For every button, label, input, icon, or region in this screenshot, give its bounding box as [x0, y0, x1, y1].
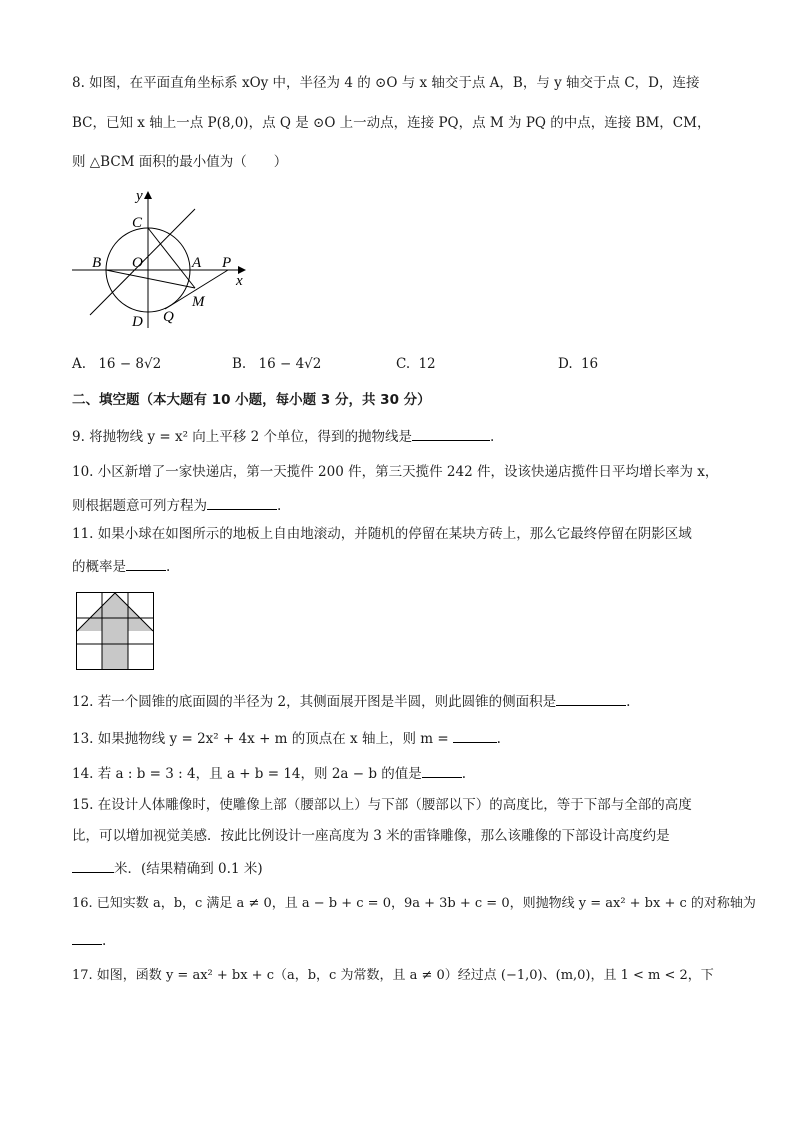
- label-A: A: [192, 255, 202, 271]
- q10-line-2: [72, 495, 281, 516]
- q14-answer-blank[interactable]: [422, 763, 462, 778]
- q12: [72, 691, 630, 712]
- q13-text: 13. 如果抛物线 y = 2x² + 4x + m 的顶点在 x 轴上，则 m =: [72, 731, 449, 747]
- q9: [72, 426, 494, 447]
- q14-end: .: [461, 766, 467, 782]
- q10-answer-blank[interactable]: [207, 495, 277, 510]
- q17-line-1: 17. 如图，函数 y = ax² + bx + c（a，b，c 为常数，且 a ≠ 0）经过点 (−1,0)、(m,0)，且 1 < m < 2，下: [72, 968, 714, 983]
- q16-end: .: [102, 933, 107, 949]
- q10-text: 则根据题意可列方程为: [72, 498, 207, 514]
- q11-line-2: [72, 556, 170, 577]
- label-D: D: [132, 314, 143, 330]
- q9-end: .: [489, 429, 495, 445]
- option-a-label: A.: [72, 356, 87, 372]
- label-B: B: [92, 255, 102, 271]
- q13-answer-blank[interactable]: [453, 728, 497, 743]
- q11-line-1: 11. 如果小球在如图所示的地板上自由地滚动，并随机的停留在某块方砖上，那么它最终停留在阴影区域: [72, 526, 692, 542]
- label-M: M: [192, 294, 205, 310]
- q12-answer-blank[interactable]: [556, 691, 626, 706]
- q16-answer-blank[interactable]: [72, 930, 102, 945]
- q8-line-3: 则 △BCM 面积的最小值为（ ）: [72, 154, 288, 170]
- q8-option-b: [232, 354, 321, 374]
- q14-text: 14. 若 a : b = 3 : 4，且 a + b = 14，则 2a − b 的值是: [72, 766, 422, 782]
- shaded-arrow-region: [77, 593, 153, 669]
- q13: [72, 728, 501, 749]
- q12-text: 12. 若一个圆锥的底面圆的半径为 2，其侧面展开图是半圆，则此圆锥的侧面积是: [72, 694, 557, 710]
- q9-answer-blank[interactable]: [412, 426, 490, 441]
- q15-line-3: [72, 858, 263, 879]
- q11-answer-blank[interactable]: [126, 556, 166, 571]
- label-x: x: [236, 273, 243, 289]
- label-C: C: [132, 215, 143, 231]
- option-c-label: C.: [396, 356, 411, 372]
- floor-tile-figure: [76, 592, 154, 670]
- q8-line-2: BC，已知 x 轴上一点 P(8,0)，点 Q 是 ⊙O 上一动点，连接 PQ，点 M 为 PQ 的中点，连接 BM，CM，: [72, 115, 711, 131]
- q16-line-2: [72, 930, 106, 951]
- option-b-label: B.: [232, 356, 247, 372]
- q15-line-2: 比，可以增加视觉美感．按此比例设计一座高度为 3 米的雷锋雕像，那么该雕像的下部设计高度约是: [72, 828, 670, 844]
- q10-line-1: 10. 小区新增了一家快递店，第一天揽件 200 件，第三天揽件 242 件，设该快递店揽件日平均增长率为 x，: [72, 464, 719, 480]
- q15-line-1: 15. 在设计人体雕像时，使雕像上部（腰部以上）与下部（腰部以下）的高度比，等于下部与全部的高度: [72, 797, 692, 813]
- label-O: O: [132, 255, 143, 271]
- q12-end: .: [626, 694, 631, 710]
- q8-option-d: [558, 354, 598, 374]
- q10-end: .: [277, 498, 282, 514]
- q15-answer-blank[interactable]: [72, 858, 114, 873]
- q15-text: 米．(结果精确到 0.1 米): [114, 861, 263, 877]
- option-a-text: 16 − 8√2: [98, 356, 162, 372]
- option-d-text: 16: [580, 356, 599, 372]
- q16-line-1: 16. 已知实数 a，b，c 满足 a ≠ 0，且 a − b + c = 0，9a + 3b + c = 0，则抛物线 y = ax² + bx + c 的对称轴为: [72, 896, 756, 911]
- option-c-text: 12: [418, 356, 436, 372]
- q13-end: .: [496, 731, 501, 747]
- q8-option-a: [72, 354, 161, 374]
- q8-line-1: 8. 如图，在平面直角坐标系 xOy 中，半径为 4 的 ⊙O 与 x 轴交于点 A，B，与 y 轴交于点 C，D，连接: [72, 75, 700, 91]
- q11-text: 的概率是: [72, 559, 126, 575]
- q14: [72, 763, 466, 784]
- label-P: P: [222, 255, 232, 271]
- label-y: y: [136, 188, 143, 204]
- q11-end: .: [166, 559, 171, 575]
- option-d-label: D.: [558, 356, 573, 372]
- q8-circle-figure: [70, 185, 260, 335]
- q8-option-c: [396, 354, 436, 374]
- section-title: 二、填空题（本大题有 10 小题，每小题 3 分，共 30 分）: [72, 392, 431, 408]
- label-Q: Q: [163, 309, 174, 325]
- q9-text: 9. 将抛物线 y = x² 向上平移 2 个单位，得到的抛物线是: [72, 429, 412, 445]
- option-b-text: 16 − 4√2: [258, 356, 322, 372]
